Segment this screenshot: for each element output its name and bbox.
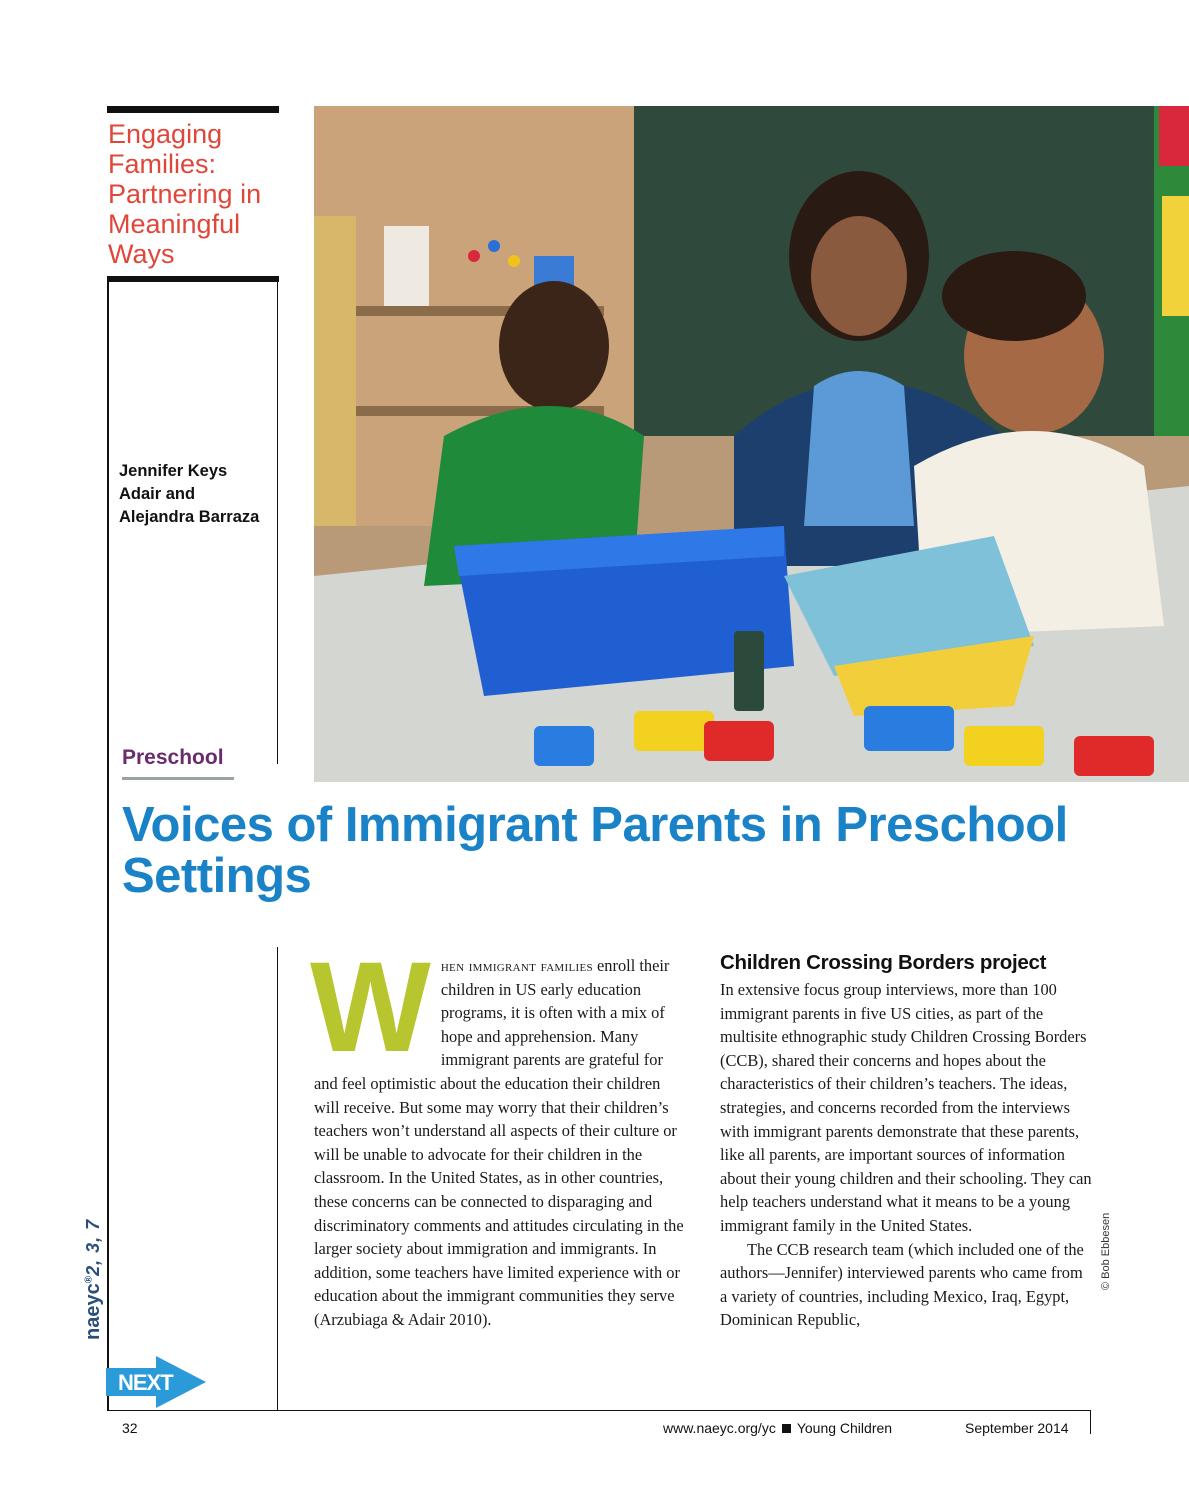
body-column-2 [720,950,1092,1332]
section-label: Preschool [122,746,224,769]
series-title: Engaging Families: Partnering in Meaningful Ways [108,119,262,269]
author-byline [119,460,279,529]
column-1-text: enroll their children in US early education programs, it is often with a mix of hope and apprehension. Many immigrant parents are grateful for and feel optimistic about the education their children will receive. But some may worry that their children’s teachers won’t understand all aspects of their culture or will be unable to advocate for their children in the classroom. In the United States, as in other countries, these concerns can be connected to disparaging and discriminatory comments and attitudes circulating in the larger society about immigration and immigrants. In addition, some teachers have limited experience with or education about the immigrant communities they serve (Arzubiaga & Adair 2010). [314,956,684,1329]
author-line-1: Jennifer Keys [119,462,228,480]
footer-rule [107,1410,1091,1411]
lead-in: hen immigrant families [440,956,593,975]
paragraph-2: The CCB research team (which included one of the authors—Jennifer) interviewed parents who came from a variety of countries, including Mexico, Iraq, Egypt, Dominican Republic, [720,1239,1084,1330]
author-line-3: Alejandra Barraza [119,508,260,526]
subhead: Children Crossing Borders project [720,951,1047,974]
footer-tick [1090,1410,1091,1434]
drop-cap: W [310,936,431,1079]
section-underline [122,777,234,780]
photo-credit: © Bob Ebbesen [1100,1212,1112,1290]
naeyc-standards [82,1219,105,1340]
paragraph-1: In extensive focus group interviews, more than 100 immigrant parents in five US cities, as part of the multisite ethnographic study Children Crossing Borders (CCB), shared their concerns and hopes about the characteristics of their children’s teachers. The ideas, strategies, and concerns recorded from the interviews with immigrant parents demonstrate that these parents, like all parents, are important sources of information about their young children and their schooling. They can help teachers understand what it means to be a young immigrant family in the United States. [720,980,1092,1235]
next-arrow-button[interactable] [106,1356,206,1408]
footer-url[interactable]: www.naeyc.org/yc [663,1420,776,1436]
page-number: 32 [122,1420,138,1436]
article-title: Voices of Immigrant Parents in Preschool Settings [122,798,1068,903]
standard-numbers: 2, 3, 7 [83,1218,103,1276]
footer-publication [663,1420,892,1436]
series-bottom-rule [107,276,279,282]
footer-journal: Young Children [796,1420,893,1436]
naeyc-logo: naeyc [82,1283,104,1340]
body-column-1 [310,936,686,1332]
left-column-rule [107,282,109,1410]
square-bullet-icon [782,1424,791,1433]
author-line-2: Adair and [119,485,196,503]
footer-date: September 2014 [965,1420,1069,1436]
next-label: NEXT [118,1370,173,1395]
classroom-photo [314,106,1189,782]
body-left-rule [277,947,278,1410]
series-top-rule [107,106,279,113]
registered-mark: ® [83,1275,95,1284]
